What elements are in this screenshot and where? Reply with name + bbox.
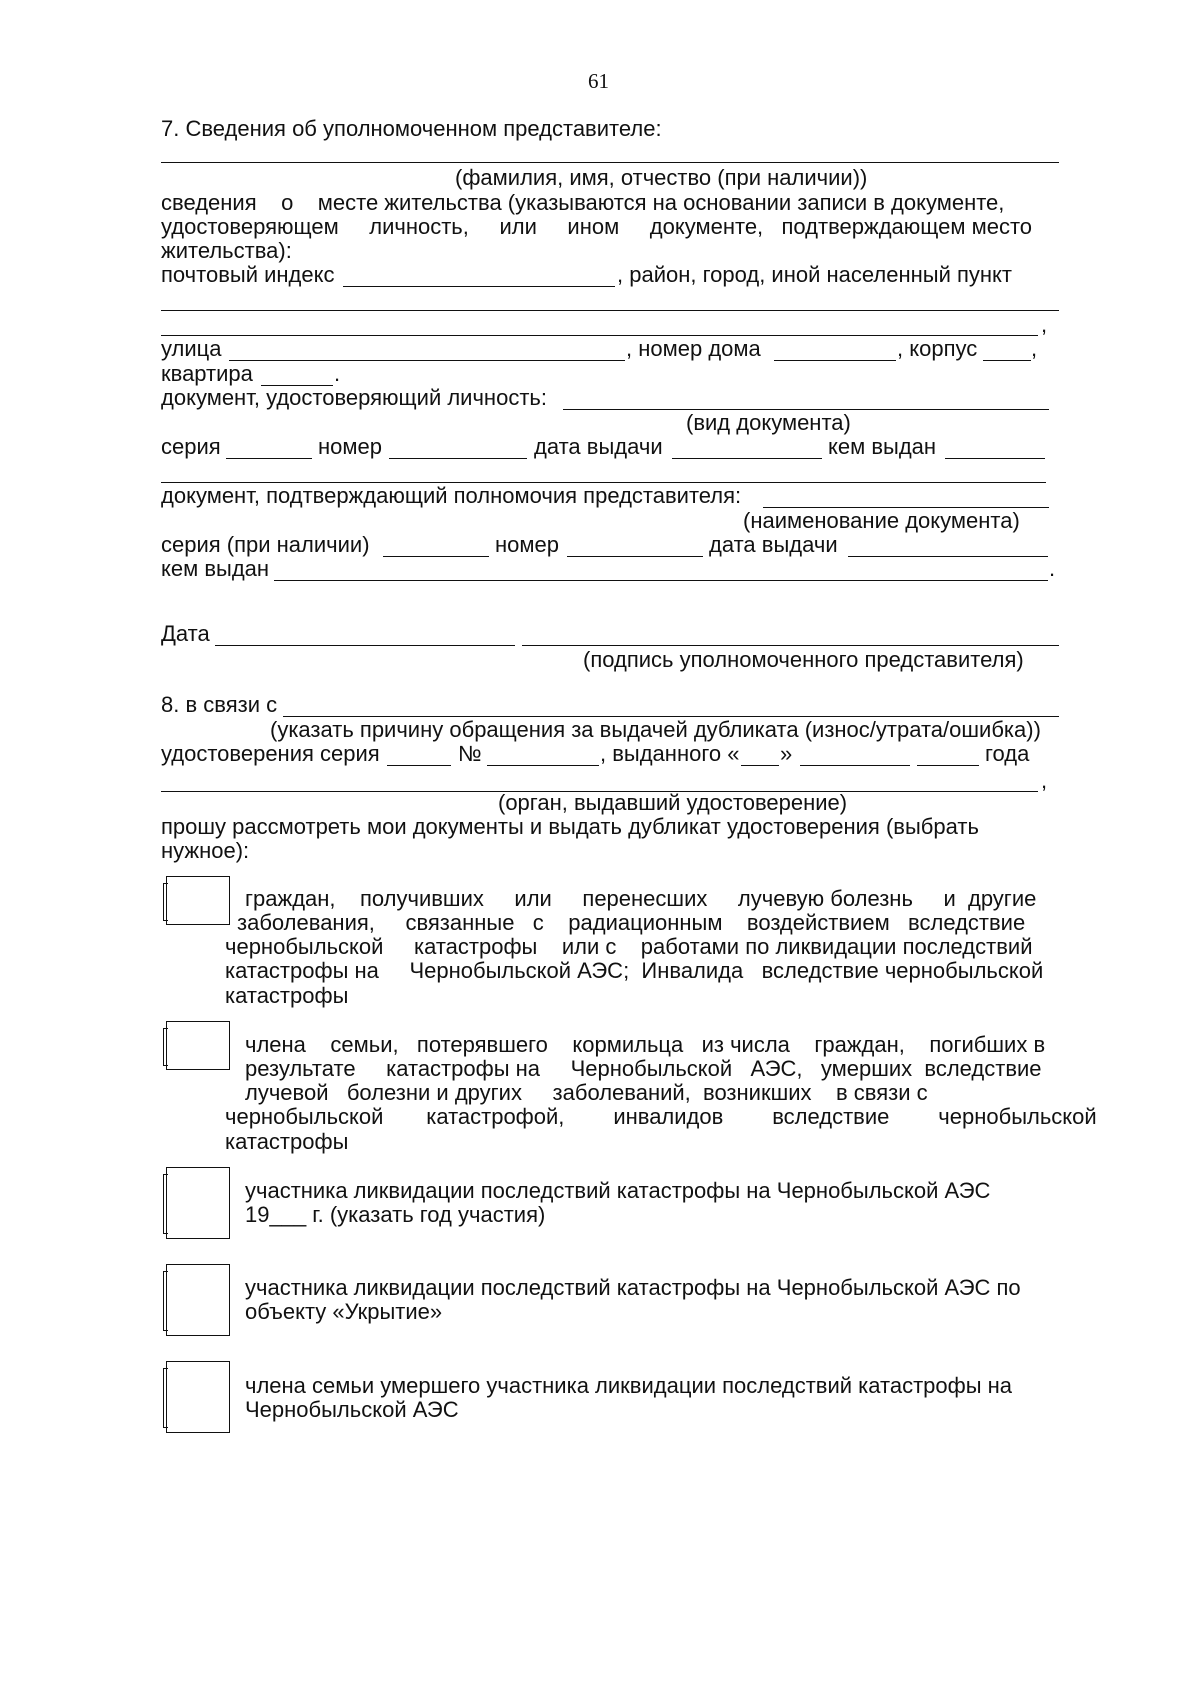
section8-heading: 8. в связи с	[161, 692, 278, 717]
apartment-period: .	[334, 361, 341, 386]
option-checkbox-2[interactable]	[166, 1021, 230, 1070]
residence-text-line3: жительства):	[161, 238, 292, 263]
apartment-label: квартира	[161, 361, 253, 386]
option4-text-line2: объекту «Укрытие»	[245, 1299, 443, 1324]
locality-comma: ,	[1041, 312, 1048, 337]
issued-by-label-2: кем выдан	[161, 556, 270, 581]
option5-text-line2: Чернобыльской АЭС	[245, 1397, 459, 1422]
date-label: Дата	[161, 621, 210, 646]
option2-text-line5: катастрофы	[225, 1129, 349, 1154]
residence-text-line2: удостоверяющем личность, или ином документе, подтверждающем место	[161, 214, 1033, 239]
street-field[interactable]	[229, 360, 625, 361]
postal-code-label: почтовый индекс	[161, 262, 335, 287]
option-checkbox-4[interactable]	[166, 1264, 230, 1336]
issue-date-field-2[interactable]	[848, 556, 1048, 557]
series-field[interactable]	[226, 458, 312, 459]
option-checkbox-1[interactable]	[166, 876, 230, 925]
locality-field-line1[interactable]	[161, 310, 1059, 311]
issued-month-field[interactable]	[800, 765, 910, 766]
signature-caption: (подпись уполномоченного представителя)	[583, 647, 1024, 672]
issued-day-field[interactable]	[741, 765, 779, 766]
number-sign: №	[458, 741, 482, 766]
number-label-2: номер	[495, 532, 559, 557]
option2-text-line1: члена семьи, потерявшего кормильца из числа граждан, погибших в	[245, 1032, 1046, 1057]
authority-document-label: документ, подтверждающий полномочия представителя:	[161, 483, 742, 508]
certificate-series-label: удостоверения серия	[161, 741, 380, 766]
series-optional-label: серия (при наличии)	[161, 532, 370, 557]
quote-close: »	[780, 741, 793, 766]
page-number: 61	[588, 69, 609, 93]
option2-text-line2: результате катастрофы на Чернобыльской АЭС, умерших вследствие	[245, 1056, 1042, 1081]
id-document-label: документ, удостоверяющий личность:	[161, 385, 547, 410]
section7-heading: 7. Сведения об уполномоченном представителе:	[161, 116, 662, 141]
issued-year-field[interactable]	[917, 765, 979, 766]
year-label: года	[985, 741, 1030, 766]
district-label: , район, город, иной населенный пункт	[617, 262, 1012, 287]
issue-date-field[interactable]	[672, 458, 822, 459]
request-text-line2: нужное):	[161, 838, 250, 863]
issued-by-field[interactable]	[945, 458, 1045, 459]
issued-by-field-2[interactable]	[274, 580, 1048, 581]
number-field[interactable]	[389, 458, 527, 459]
issued-by-label: кем выдан	[828, 434, 937, 459]
house-number-label: , номер дома	[626, 336, 761, 361]
option-checkbox-5[interactable]	[166, 1361, 230, 1433]
issue-date-label-2: дата выдачи	[709, 532, 838, 557]
option4-text-line1: участника ликвидации последствий катастрофы на Чернобыльской АЭС по	[245, 1275, 1021, 1300]
organ-caption: (орган, выдавший удостоверение)	[498, 790, 848, 815]
option1-text-line1: граждан, получивших или перенесших лучевую болезнь и другие	[245, 886, 1037, 911]
option2-text-line4: чернобыльской катастрофой, инвалидов вследствие чернобыльской	[225, 1104, 1097, 1129]
organ-comma: ,	[1041, 768, 1048, 793]
issued-by-period: .	[1049, 556, 1056, 581]
korpus-label: , корпус	[897, 336, 978, 361]
issued-date-label: , выданного «	[600, 741, 740, 766]
issue-date-label: дата выдачи	[534, 434, 663, 459]
postal-code-field[interactable]	[343, 286, 615, 287]
house-number-field[interactable]	[774, 360, 896, 361]
number-label: номер	[318, 434, 382, 459]
date-field[interactable]	[215, 645, 515, 646]
reason-caption: (указать причину обращения за выдачей дубликата (износ/утрата/ошибка))	[270, 717, 1041, 742]
option5-text-line1: члена семьи умершего участника ликвидации последствий катастрофы на	[245, 1373, 1013, 1398]
certificate-number-field[interactable]	[487, 765, 599, 766]
option1-text-line3: чернобыльской катастрофы или с работами по ликвидации последствий	[225, 934, 1033, 959]
request-text-line1: прошу рассмотреть мои документы и выдать дубликат удостоверения (выбрать	[161, 814, 979, 839]
certificate-series-field[interactable]	[387, 765, 451, 766]
option1-text-line5: катастрофы	[225, 983, 349, 1008]
korpus-comma: ,	[1031, 336, 1038, 361]
fio-field-line[interactable]	[161, 162, 1059, 163]
fio-caption: (фамилия, имя, отчество (при наличии))	[455, 165, 868, 190]
doc-type-caption: (вид документа)	[686, 410, 851, 435]
option1-text-line2: заболевания, связанные с радиационным воздействием вследствие	[237, 910, 1026, 935]
number-field-2[interactable]	[567, 556, 703, 557]
street-label: улица	[161, 336, 222, 361]
korpus-field[interactable]	[983, 360, 1031, 361]
residence-text-line1: сведения о месте жительства (указываются на основании записи в документе,	[161, 190, 1005, 215]
series-label: серия	[161, 434, 221, 459]
option1-text-line4: катастрофы на Чернобыльской АЭС; Инвалида вследствие чернобыльской	[225, 958, 1044, 983]
series-optional-field[interactable]	[383, 556, 489, 557]
signature-field[interactable]	[522, 645, 1059, 646]
option2-text-line3: лучевой болезни и других заболеваний, возникших в связи с	[245, 1080, 928, 1105]
option-checkbox-3[interactable]	[166, 1167, 230, 1239]
option3-text-line1: участника ликвидации последствий катастрофы на Чернобыльской АЭС	[245, 1178, 991, 1203]
doc-name-caption: (наименование документа)	[743, 508, 1020, 533]
option3-text-line2: 19___ г. (указать год участия)	[245, 1202, 546, 1227]
